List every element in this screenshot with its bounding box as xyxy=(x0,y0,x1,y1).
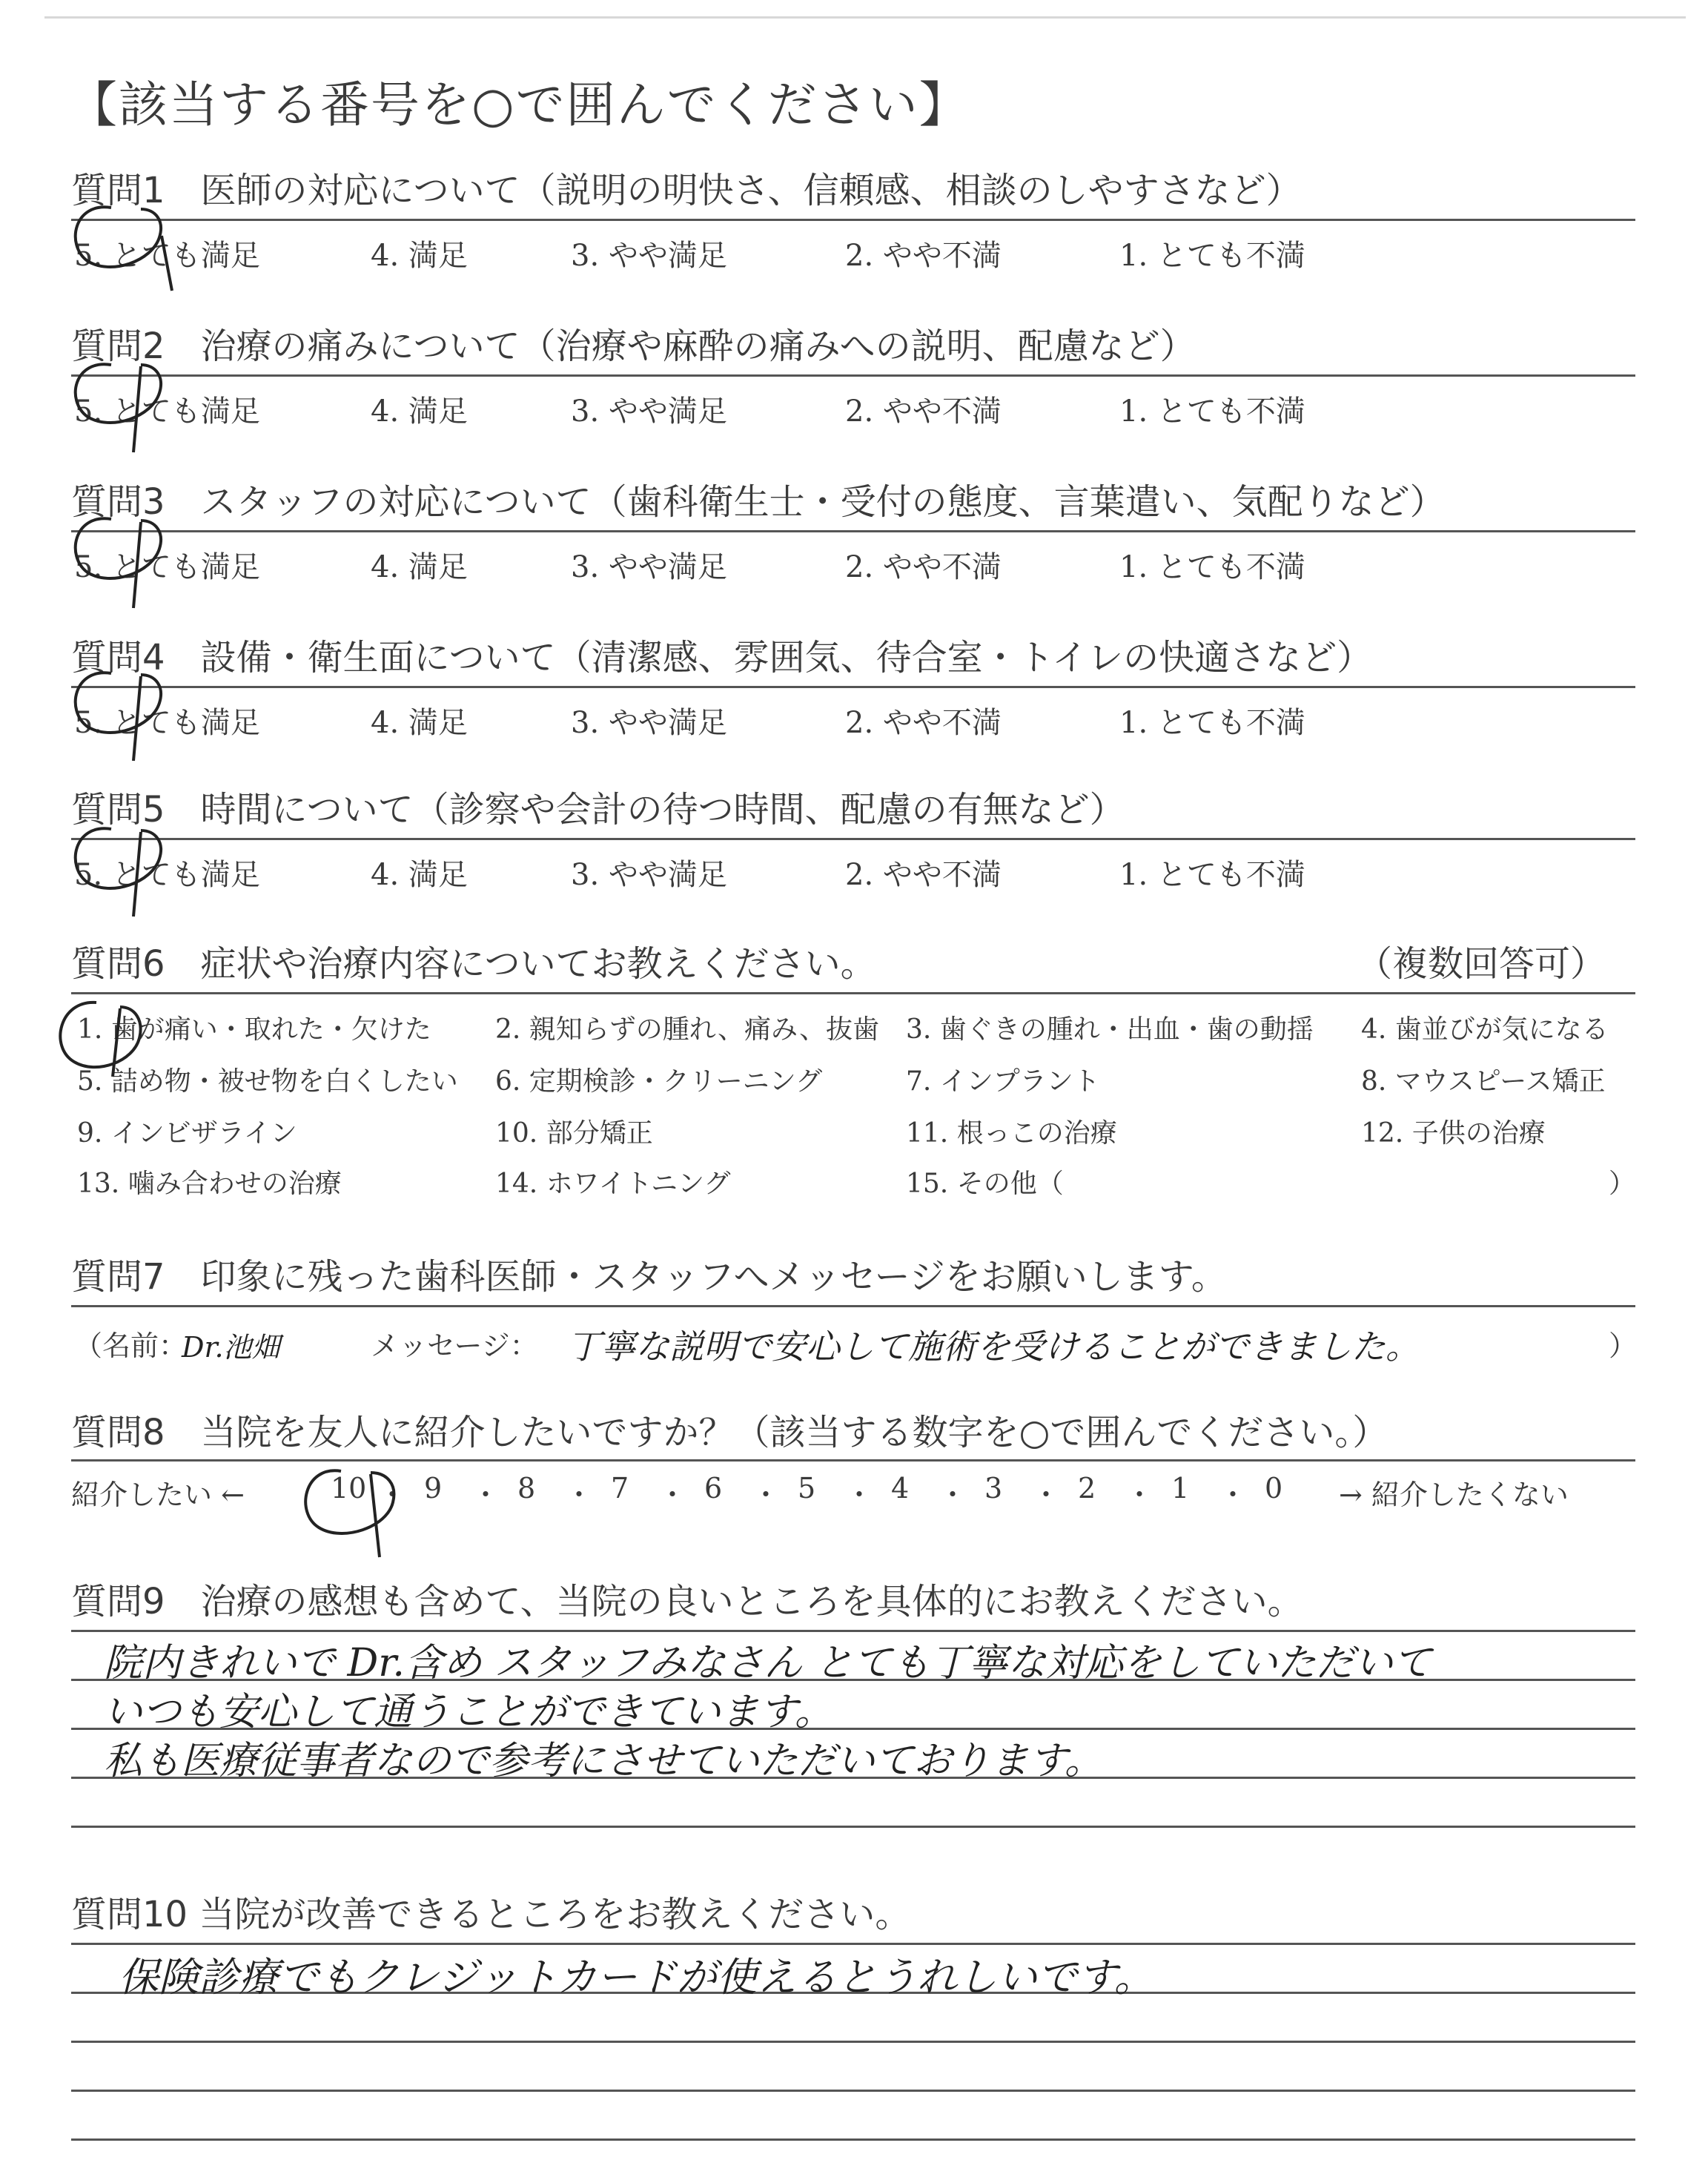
q7-name-value: Dr.池畑 xyxy=(182,1331,280,1364)
q3-rule xyxy=(71,530,1635,532)
q3-title: 質問3 スタッフの対応について（歯科衛生士・受付の態度、言葉遣い、気配りなど） xyxy=(71,481,1446,523)
q10-title: 質問10 当院が改善できるところをお教えください。 xyxy=(71,1894,911,1935)
q6-title: 質問6 症状や治療内容についてお教えください。 xyxy=(71,943,876,985)
q9-answer-line: 院内きれいで Dr.含め スタッフみなさん とても丁寧な対応をしていただいて xyxy=(104,1641,1431,1685)
q8-scale-dot: ・ xyxy=(471,1479,500,1511)
q7-message-value: 丁寧な説明で安心して施術を受けることができました。 xyxy=(567,1327,1420,1367)
q6-multiple-note: （複数回答可） xyxy=(1357,943,1606,985)
q8-scale-value[interactable]: 8 xyxy=(517,1472,536,1505)
q8-scale-value[interactable]: 7 xyxy=(611,1472,629,1505)
q3-option[interactable]: 1. とても不満 xyxy=(1119,550,1305,584)
q6-option[interactable]: 7. インプラント xyxy=(906,1066,1100,1097)
q8-scale-value[interactable]: 4 xyxy=(891,1472,910,1505)
q8-scale-dot: ・ xyxy=(752,1479,781,1511)
q7-name-label: （名前： xyxy=(74,1330,188,1362)
q8-scale-value[interactable]: 6 xyxy=(704,1472,723,1505)
q10-writing-line xyxy=(71,2041,1635,2043)
q8-scale-value[interactable]: 1 xyxy=(1171,1472,1190,1505)
q8-scale-value[interactable]: 10 xyxy=(331,1472,367,1505)
q6-option[interactable]: 8. マウスピース矯正 xyxy=(1361,1066,1606,1097)
q2-option[interactable]: 3. やや満足 xyxy=(571,394,727,429)
q5-option[interactable]: 2. やや不満 xyxy=(845,858,1002,892)
q8-scale-dot: ・ xyxy=(658,1479,687,1511)
q8-scale-dot: ・ xyxy=(1219,1479,1248,1511)
q8-scale-dot: ・ xyxy=(1032,1479,1061,1511)
q8-scale-value[interactable]: 3 xyxy=(984,1472,1003,1505)
q8-scale-dot: ・ xyxy=(565,1479,594,1511)
q8-scale-dot: ・ xyxy=(845,1479,874,1511)
q6-option[interactable]: 15. その他（ xyxy=(906,1169,1064,1199)
q10-rule xyxy=(71,1943,1635,1945)
q6-rule xyxy=(71,992,1635,994)
q8-scale-dot: ・ xyxy=(1125,1479,1154,1511)
q1-options xyxy=(71,232,1635,277)
q3-options xyxy=(71,544,1635,588)
q3-option[interactable]: 2. やや不満 xyxy=(845,550,1002,584)
q5-option[interactable]: 4. 満足 xyxy=(371,858,468,892)
q10-writing-line xyxy=(71,2138,1635,2141)
q8-right-label: → 紹介したくない xyxy=(1339,1479,1569,1511)
q4-title: 質問4 設備・衛生面について（清潔感、雰囲気、待合室・トイレの快適さなど） xyxy=(71,637,1373,678)
q1-option[interactable]: 1. とても不満 xyxy=(1119,239,1305,273)
q6-other-close: ） xyxy=(1609,1169,1636,1199)
q6-option[interactable]: 11. 根っこの治療 xyxy=(906,1118,1117,1149)
q6-option[interactable]: 6. 定期検診・クリーニング xyxy=(495,1066,823,1097)
q1-option[interactable]: 4. 満足 xyxy=(371,239,468,273)
q6-option[interactable]: 5. 詰め物・被せ物を白くしたい xyxy=(77,1066,458,1097)
q5-title: 質問5 時間について（診察や会計の待つ時間、配慮の有無など） xyxy=(71,789,1125,830)
q5-option[interactable]: 5. とても満足 xyxy=(74,858,260,892)
q1-option[interactable]: 3. やや満足 xyxy=(571,239,727,273)
q8-scale-dot: ・ xyxy=(939,1479,967,1511)
q9-writing-line xyxy=(71,1826,1635,1828)
q6-option[interactable]: 9. インビザライン xyxy=(77,1118,297,1149)
q9-title: 質問9 治療の感想も含めて、当院の良いところを具体的にお教えください。 xyxy=(71,1581,1303,1622)
scan-edge xyxy=(44,16,1686,19)
q8-rule xyxy=(71,1459,1635,1462)
q6-option[interactable]: 4. 歯並びが気になる xyxy=(1361,1014,1609,1045)
q8-scale-dot: ・ xyxy=(378,1479,407,1511)
q6-option[interactable]: 3. 歯ぐきの腫れ・出血・歯の動揺 xyxy=(906,1014,1314,1045)
q1-rule xyxy=(71,219,1635,221)
q5-rule xyxy=(71,838,1635,840)
q2-option[interactable]: 1. とても不満 xyxy=(1119,394,1305,429)
q2-option[interactable]: 2. やや不満 xyxy=(845,394,1002,429)
q3-option[interactable]: 3. やや満足 xyxy=(571,550,727,584)
q9-answer-line: いつも安心して通うことができています。 xyxy=(104,1690,833,1734)
q10-writing-line xyxy=(71,2090,1635,2092)
q6-option[interactable]: 10. 部分矯正 xyxy=(495,1118,653,1149)
q7-title: 質問7 印象に残った歯科医師・スタッフへメッセージをお願いします。 xyxy=(71,1256,1227,1298)
q8-scale-value[interactable]: 9 xyxy=(424,1472,443,1505)
q4-option[interactable]: 3. やや満足 xyxy=(571,706,727,740)
q2-rule xyxy=(71,374,1635,377)
q3-option[interactable]: 4. 満足 xyxy=(371,550,468,584)
q6-option[interactable]: 1. 歯が痛い・取れた・欠けた xyxy=(77,1014,431,1045)
q7-rule xyxy=(71,1305,1635,1307)
q8-scale xyxy=(71,1472,1635,1516)
q2-title: 質問2 治療の痛みについて（治療や麻酔の痛みへの説明、配慮など） xyxy=(71,326,1196,367)
q4-rule xyxy=(71,686,1635,688)
q4-option[interactable]: 5. とても満足 xyxy=(74,706,260,740)
q8-title: 質問8 当院を友人に紹介したいですか？（該当する数字を○で囲んでください。） xyxy=(71,1412,1388,1453)
q2-options xyxy=(71,388,1635,432)
q2-option[interactable]: 5. とても満足 xyxy=(74,394,260,429)
q4-option[interactable]: 2. やや不満 xyxy=(845,706,1002,740)
q1-title: 質問1 医師の対応について（説明の明快さ、信頼感、相談のしやすさなど） xyxy=(71,170,1302,211)
q6-option[interactable]: 14. ホワイトニング xyxy=(495,1169,731,1199)
q6-option[interactable]: 2. 親知らずの腫れ、痛み、抜歯 xyxy=(495,1014,880,1045)
q4-option[interactable]: 1. とても不満 xyxy=(1119,706,1305,740)
q8-scale-value[interactable]: 0 xyxy=(1265,1472,1283,1505)
q1-option[interactable]: 5. とても満足 xyxy=(74,239,260,273)
q4-option[interactable]: 4. 満足 xyxy=(371,706,468,740)
q2-option[interactable]: 4. 満足 xyxy=(371,394,468,429)
q6-option[interactable]: 13. 噛み合わせの治療 xyxy=(77,1169,342,1199)
q7-message-label: メッセージ： xyxy=(371,1330,538,1362)
q4-options xyxy=(71,699,1635,744)
q5-option[interactable]: 3. やや満足 xyxy=(571,858,727,892)
q1-option[interactable]: 2. やや不満 xyxy=(845,239,1002,273)
q10-answer-line: 保険診療でもクレジットカードが使えるとうれしいです。 xyxy=(119,1954,1154,2001)
q9-answer-line: 私も医療従事者なので参考にさせていただいております。 xyxy=(104,1739,1103,1783)
q3-option[interactable]: 5. とても満足 xyxy=(74,550,260,584)
q5-option[interactable]: 1. とても不満 xyxy=(1119,858,1305,892)
q8-scale-value[interactable]: 5 xyxy=(798,1472,816,1505)
q7-close: ） xyxy=(1609,1330,1638,1362)
q5-options xyxy=(71,851,1635,896)
form-title: 【該当する番号を○で囲んでください】 xyxy=(68,76,970,133)
q8-left-label: 紹介したい ← xyxy=(71,1479,245,1511)
q6-option[interactable]: 12. 子供の治療 xyxy=(1361,1118,1546,1149)
q8-scale-value[interactable]: 2 xyxy=(1078,1472,1096,1505)
